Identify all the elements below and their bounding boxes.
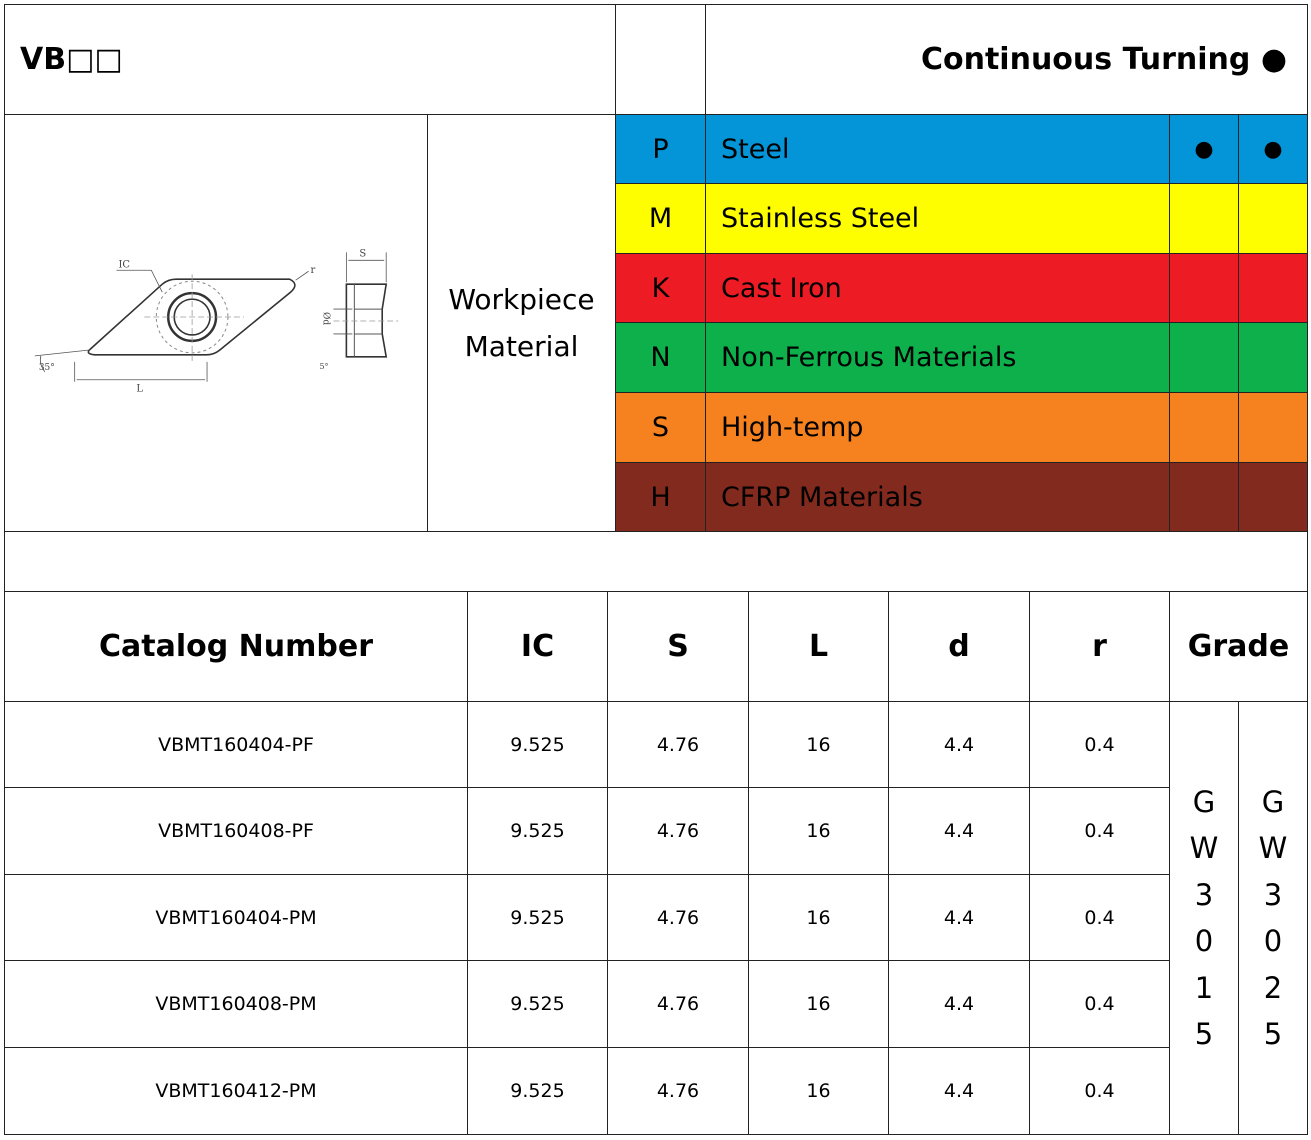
table-cell-r: 0.4 — [1029, 1047, 1170, 1135]
table-cell-s: 4.76 — [607, 874, 749, 961]
header-grade: Grade — [1169, 591, 1308, 702]
header-catalog-number: Catalog Number — [4, 591, 468, 702]
grade-char: W — [1258, 831, 1288, 865]
grade-char: 2 — [1263, 970, 1283, 1005]
material-grade1-m — [1169, 183, 1239, 254]
material-code-p: P — [615, 114, 706, 184]
material-grade1-h — [1169, 462, 1239, 532]
header-l: L — [748, 591, 889, 702]
label-r: r — [310, 265, 316, 277]
spacer-row — [4, 531, 1308, 592]
label-s: S — [359, 248, 367, 260]
table-cell-catalog-number: VBMT160404-PM — [4, 874, 468, 961]
header-spacer — [615, 4, 706, 115]
header-r: r — [1029, 591, 1170, 702]
header-s: S — [607, 591, 749, 702]
material-grade2-n — [1238, 322, 1308, 393]
table-cell-d: 4.4 — [888, 960, 1030, 1048]
table-cell-ic: 9.525 — [467, 874, 608, 961]
workpiece-material-label — [427, 114, 616, 532]
grade-char: G — [1192, 784, 1216, 819]
table-cell-d: 4.4 — [888, 787, 1030, 875]
material-name-m: Stainless Steel — [705, 183, 1170, 254]
table-cell-ic: 9.525 — [467, 1047, 608, 1135]
material-name-h: CFRP Materials — [705, 462, 1170, 532]
material-name-k: Cast Iron — [705, 253, 1170, 323]
table-cell-l: 16 — [748, 787, 889, 875]
table-cell-l: 16 — [748, 960, 889, 1048]
material-grade2-s — [1238, 392, 1308, 463]
table-cell-d: 4.4 — [888, 701, 1030, 788]
table-cell-ic: 9.525 — [467, 787, 608, 875]
header-ic: IC — [467, 591, 608, 702]
material-grade1-n — [1169, 322, 1239, 393]
table-cell-r: 0.4 — [1029, 701, 1170, 788]
table-cell-catalog-number: VBMT160408-PF — [4, 787, 468, 875]
grade-char: 0 — [1194, 924, 1214, 958]
table-cell-ic: 9.525 — [467, 960, 608, 1048]
table-cell-l: 16 — [748, 1047, 889, 1135]
grade-gw3015 — [1169, 701, 1239, 1135]
grade-char: 0 — [1263, 924, 1283, 958]
grade-char: W — [1189, 831, 1219, 865]
label-ic: IC — [118, 259, 130, 271]
material-grade1-p: ● — [1169, 114, 1239, 184]
grade-char: 1 — [1194, 970, 1214, 1005]
table-cell-d: 4.4 — [888, 874, 1030, 961]
material-name-s: High-temp — [705, 392, 1170, 463]
label-angle-side: 5° — [319, 361, 329, 371]
label-d: Ød — [320, 312, 331, 326]
series-title: VB□□ — [4, 4, 616, 115]
table-cell-r: 0.4 — [1029, 874, 1170, 961]
insert-drawing — [5, 114, 427, 532]
material-name-p: Steel — [705, 114, 1170, 184]
table-cell-catalog-number: VBMT160404-PF — [4, 701, 468, 788]
material-grade2-k — [1238, 253, 1308, 323]
table-cell-s: 4.76 — [607, 787, 749, 875]
grade-char: 5 — [1263, 1017, 1283, 1051]
material-grade1-k — [1169, 253, 1239, 323]
table-cell-r: 0.4 — [1029, 960, 1170, 1048]
material-grade2-m — [1238, 183, 1308, 254]
label-angle: 35° — [38, 362, 55, 373]
label-l: L — [136, 383, 143, 395]
material-grade2-p: ● — [1238, 114, 1308, 184]
workpiece-label-line1: Workpiece — [448, 283, 595, 316]
table-cell-s: 4.76 — [607, 960, 749, 1048]
material-code-h: H — [615, 462, 706, 532]
material-code-n: N — [615, 322, 706, 393]
operation-title: Continuous Turning ● — [705, 4, 1308, 115]
table-cell-ic: 9.525 — [467, 701, 608, 788]
material-code-m: M — [615, 183, 706, 254]
grade-char: 3 — [1194, 877, 1214, 912]
grade-char: 5 — [1194, 1017, 1214, 1051]
table-cell-l: 16 — [748, 874, 889, 961]
table-cell-s: 4.76 — [607, 1047, 749, 1135]
grade-char: 3 — [1263, 877, 1283, 912]
material-name-n: Non-Ferrous Materials — [705, 322, 1170, 393]
table-cell-l: 16 — [748, 701, 889, 788]
table-cell-d: 4.4 — [888, 1047, 1030, 1135]
material-grade1-s — [1169, 392, 1239, 463]
table-cell-catalog-number: VBMT160412-PM — [4, 1047, 468, 1135]
material-grade2-h — [1238, 462, 1308, 532]
table-cell-r: 0.4 — [1029, 787, 1170, 875]
material-code-s: S — [615, 392, 706, 463]
table-cell-catalog-number: VBMT160408-PM — [4, 960, 468, 1048]
grade-gw3025 — [1238, 701, 1308, 1135]
table-cell-s: 4.76 — [607, 701, 749, 788]
insert-diagram — [4, 114, 428, 532]
workpiece-label-line2: Material — [464, 330, 579, 363]
grade-char: G — [1261, 784, 1285, 819]
material-code-k: K — [615, 253, 706, 323]
header-d: d — [888, 591, 1030, 702]
